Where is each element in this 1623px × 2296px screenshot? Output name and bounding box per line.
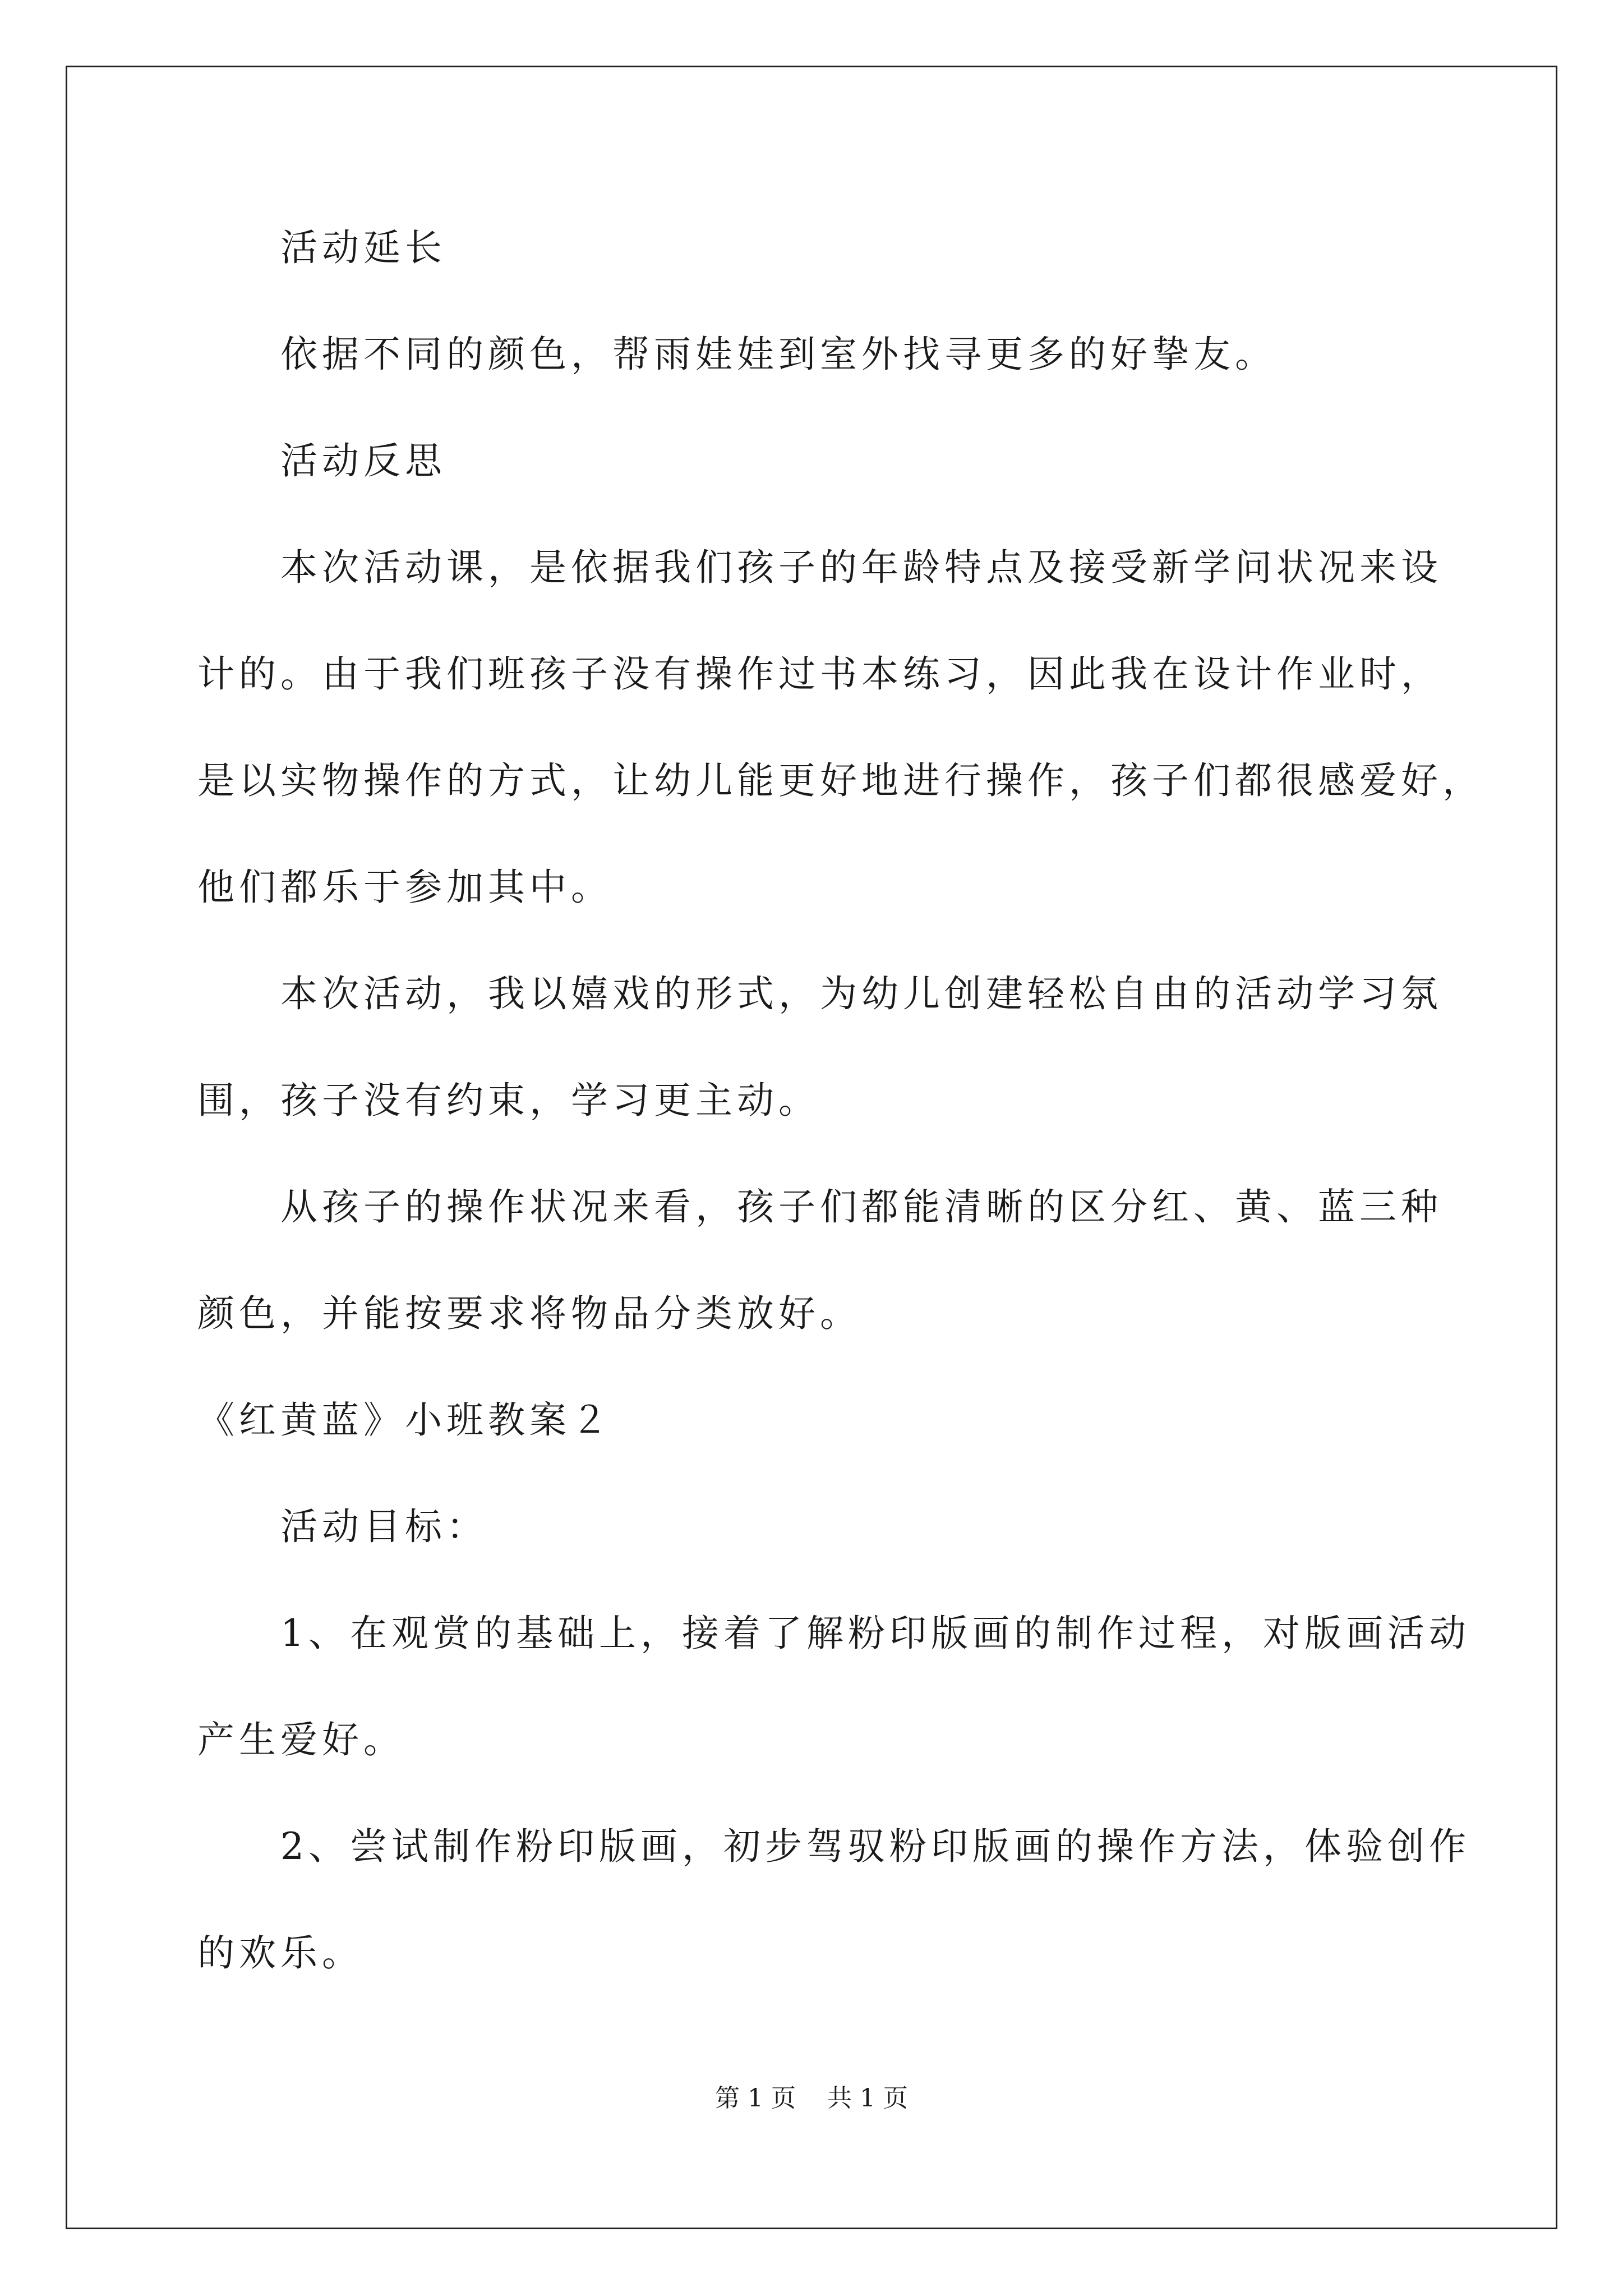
list-item-goal-1: 1、在观赏的基础上，接着了解粉印版画的制作过程，对版画活动 (280, 1612, 1470, 1655)
paragraph-line: 颜色，并能按要求将物品分类放好。 (197, 1292, 861, 1335)
section-heading-activity-reflection: 活动反思 (280, 439, 446, 482)
paragraph-line: 依据不同的颜色，帮雨娃娃到室外找寻更多的好挚友。 (280, 333, 1276, 376)
lesson-plan-title: 《红黄蓝》小班教案２ (197, 1398, 612, 1442)
paragraph-line: 他们都乐于参加其中。 (197, 866, 612, 909)
list-item-goal-1-continued: 产生爱好。 (197, 1718, 405, 1761)
paragraph-line: 从孩子的操作状况来看，孩子们都能清晰的区分红、黄、蓝三种 (280, 1185, 1442, 1228)
paragraph-line: 计的。由于我们班孩子没有操作过书本练习，因此我在设计作业时， (197, 652, 1442, 696)
page-number-footer: 第 1 页 共 1 页 (715, 2084, 908, 2113)
paragraph-line: 本次活动，我以嬉戏的形式，为幼儿创建轻松自由的活动学习氛 (280, 972, 1442, 1015)
section-heading-activity-extension: 活动延长 (280, 226, 446, 269)
list-item-goal-2-continued: 的欢乐。 (197, 1931, 363, 1975)
paragraph-line: 围，孩子没有约束，学习更主动。 (197, 1079, 820, 1122)
page-border (66, 66, 1557, 2229)
section-heading-activity-goals: 活动目标： (280, 1505, 488, 1548)
list-item-goal-2: 2、尝试制作粉印版画，初步驾驭粉印版画的操作方法，体验创作 (280, 1825, 1470, 1868)
paragraph-line: 本次活动课，是依据我们孩子的年龄特点及接受新学问状况来设 (280, 546, 1442, 589)
paragraph-line: 是以实物操作的方式，让幼儿能更好地进行操作，孩子们都很感爱好， (197, 759, 1484, 802)
